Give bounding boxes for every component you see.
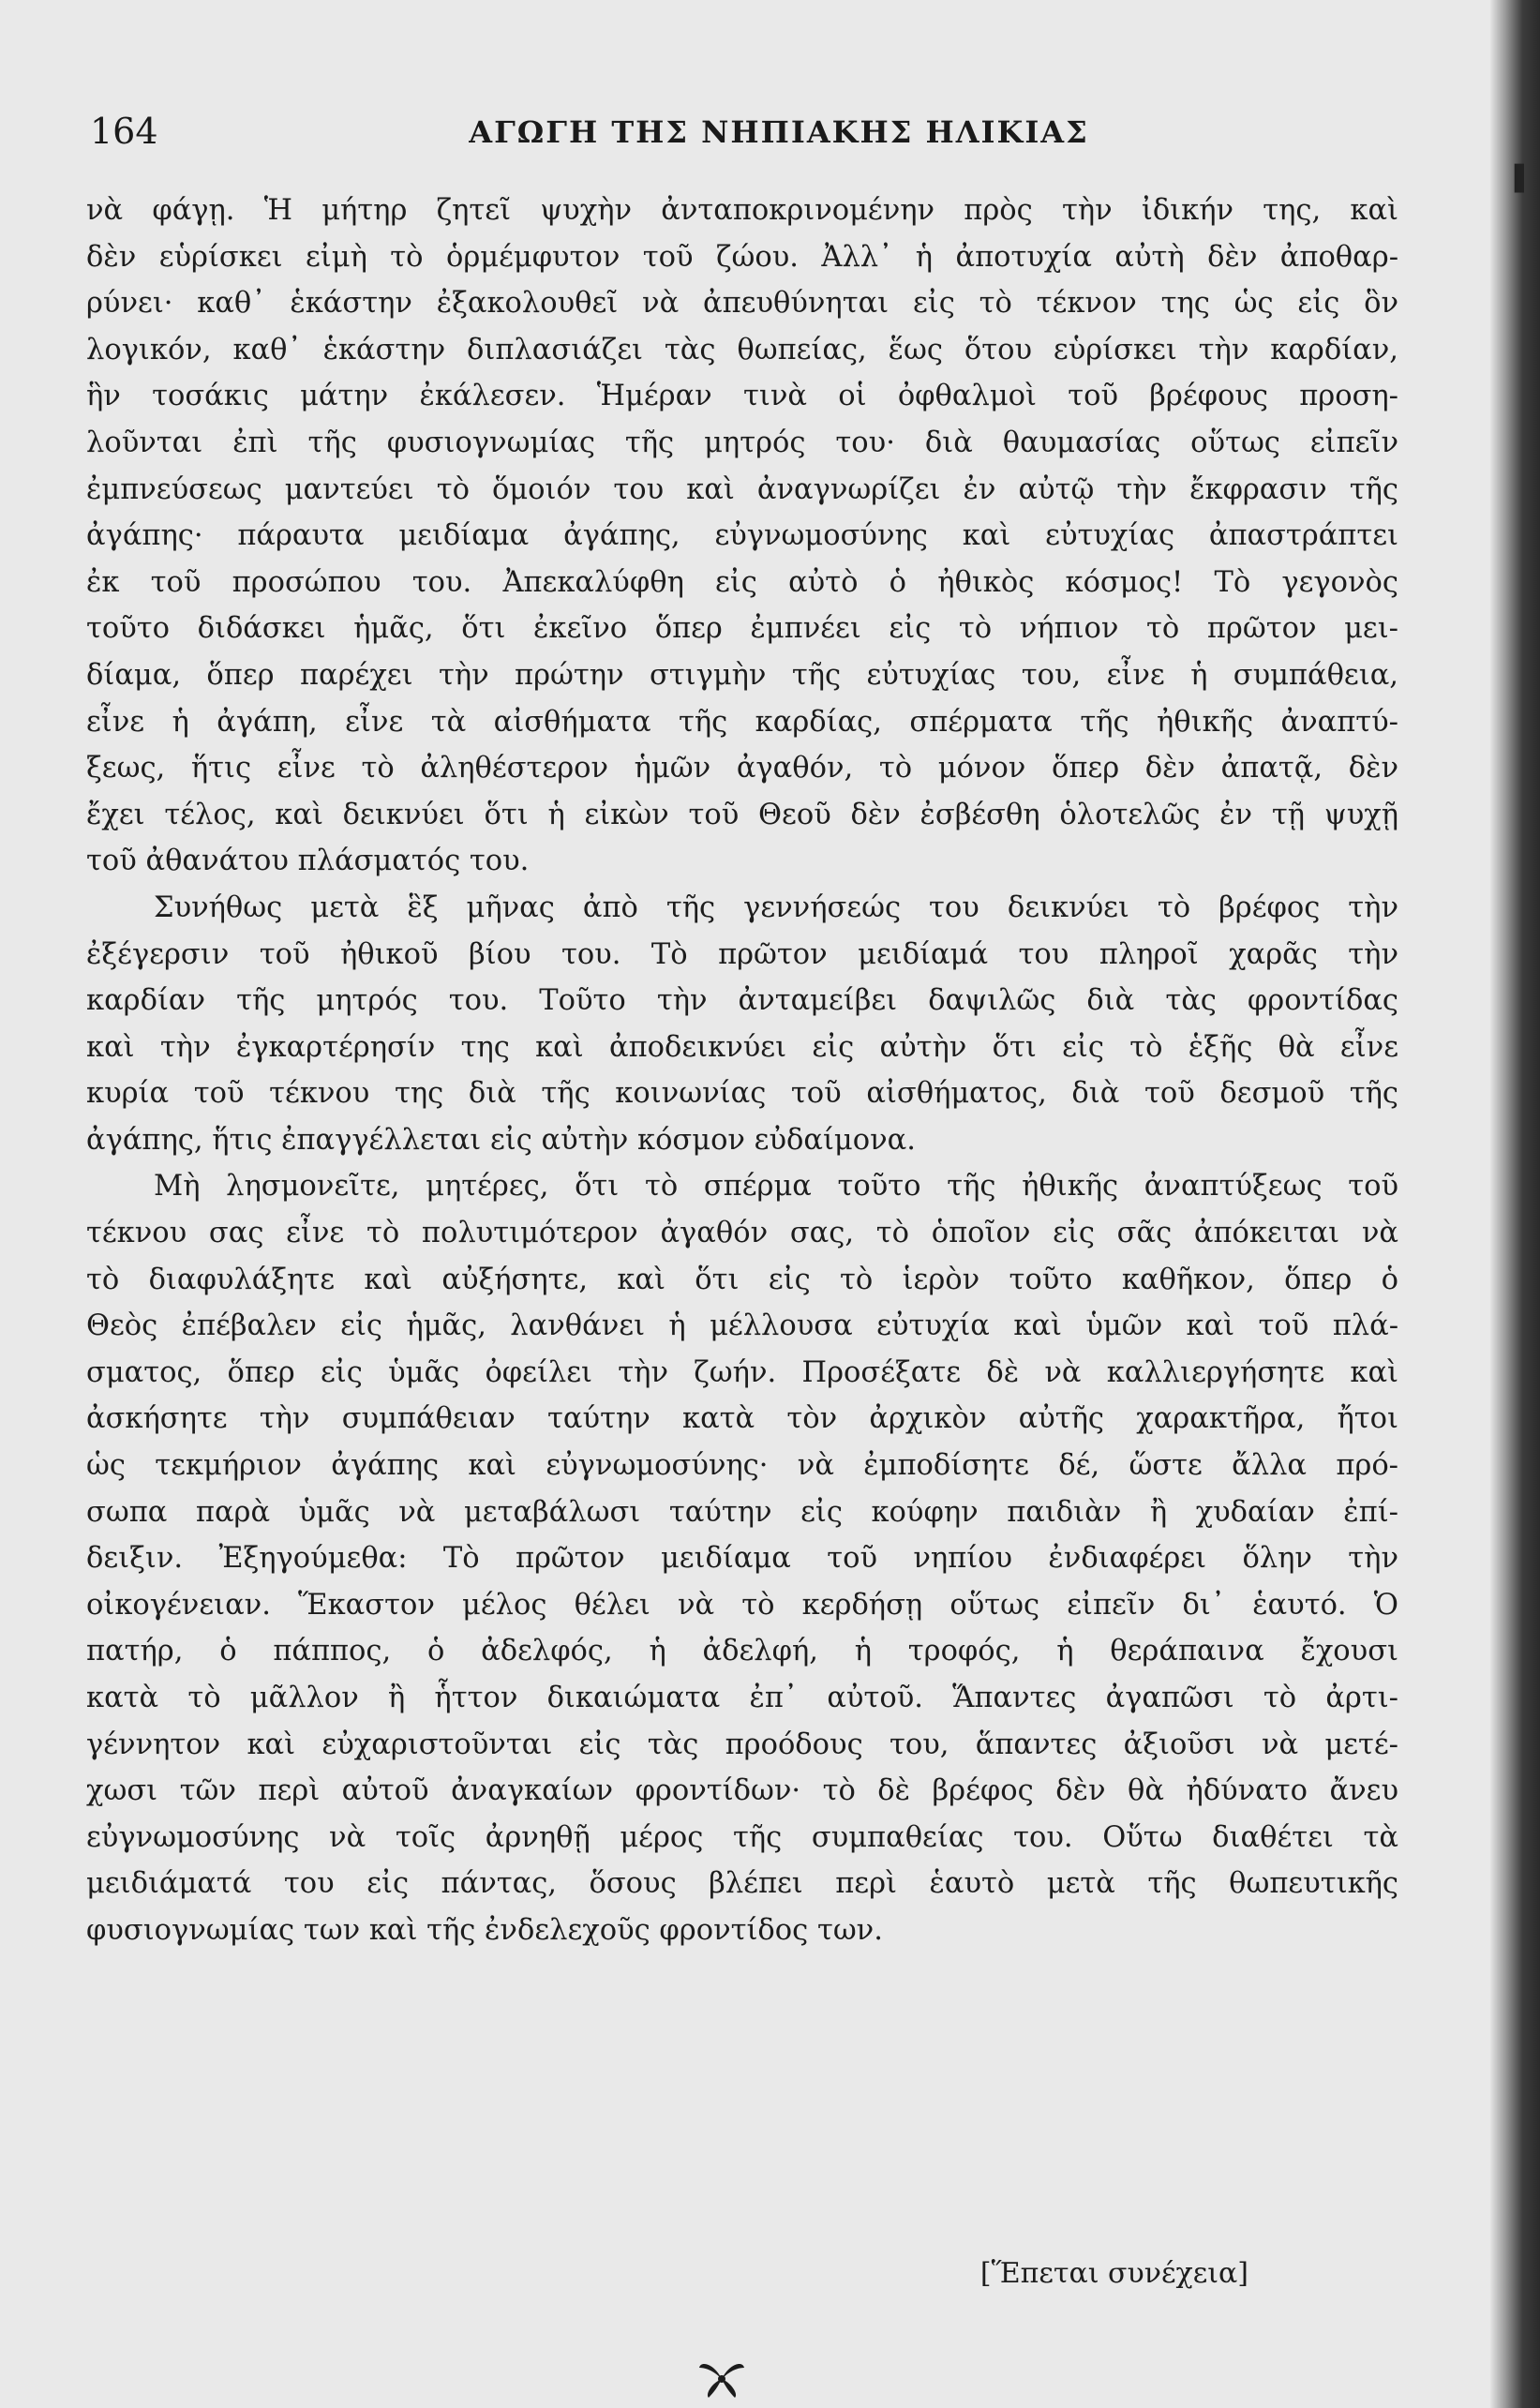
text-line: σματος, ὅπερ εἰς ὑμᾶς ὀφείλει τὴν ζωήν. Προσέξατε δὲ νὰ καλλιεργήσητε καὶ xyxy=(86,1355,1398,1389)
text-line: δειξιν. Ἐξηγούμεθα: Τὸ πρῶτον μειδίαμα τοῦ νηπίου ἐνδιαφέρει ὅλην τὴν xyxy=(86,1542,1398,1576)
text-line: εὐγνωμοσύνης νὰ τοῖς ἀρνηθῇ μέρος τῆς συμπαθείας του. Οὕτω διαθέτει τὰ xyxy=(86,1820,1398,1854)
text-line: ξεως, ἥτις εἶνε τὸ ἀληθέστερον ἡμῶν ἀγαθόν, τὸ μόνον ὅπερ δὲν ἀπατᾷ, δὲν xyxy=(86,752,1398,785)
text-line: τέκνου σας εἶνε τὸ πολυτιμότερον ἀγαθόν σας, τὸ ὁποῖον εἰς σᾶς ἀπόκειται νὰ xyxy=(86,1217,1398,1250)
fleuron-icon xyxy=(694,2355,750,2401)
text-line: ὡς τεκμήριον ἀγάπης καὶ εὐγνωμοσύνης· νὰ ἐμποδίσητε δέ, ὥστε ἄλλα πρό- xyxy=(86,1449,1398,1483)
paragraph-end-line: τοῦ ἀθανάτου πλάσματός του. xyxy=(86,845,530,878)
text-line: λογικόν, καθ᾽ ἑκάστην διπλασιάζει τὰς θωπείας, ἕως ὅτου εὑρίσκει τὴν καρδίαν, xyxy=(86,333,1398,366)
text-line: τὸ διαφυλάξητε καὶ αὐξήσητε, καὶ ὅτι εἰς τὸ ἱερὸν τοῦτο καθῆκον, ὅπερ ὁ xyxy=(86,1263,1398,1296)
text-line: κυρία τοῦ τέκνου της διὰ τῆς κοινωνίας τοῦ αἰσθήματος, διὰ τοῦ δεσμοῦ τῆς xyxy=(86,1077,1398,1111)
text-line: λοῦνται ἐπὶ τῆς φυσιογνωμίας τῆς μητρός του· διὰ θαυμασίας οὕτως εἰπεῖν xyxy=(86,426,1398,459)
text-line: ρύνει· καθ᾽ ἑκάστην ἐξακολουθεῖ νὰ ἀπευθύνηται εἰς τὸ τέκνον της ὡς εἰς ὃν xyxy=(86,287,1398,321)
text-line: ἀγάπης· πάραυτα μειδίαμα ἀγάπης, εὐγνωμοσύνης καὶ εὐτυχίας ἀπαστράπτει xyxy=(86,519,1398,553)
text-line: ἐμπνεύσεως μαντεύει τὸ ὅμοιόν του καὶ ἀναγνωρίζει ἐν αὐτῷ τὴν ἔκφρασιν τῆς xyxy=(86,472,1398,506)
text-line: ἐκ τοῦ προσώπου του. Ἀπεκαλύφθη εἰς αὐτὸ ὁ ἠθικὸς κόσμος! Τὸ γεγονὸς xyxy=(86,565,1398,599)
text-line: Θεὸς ἐπέβαλεν εἰς ἡμᾶς, λανθάνει ἡ μέλλουσα εὐτυχία καὶ ὑμῶν καὶ τοῦ πλά- xyxy=(86,1309,1398,1343)
text-line: γέννητον καὶ εὐχαριστοῦνται εἰς τὰς προόδους του, ἅπαντες ἀξιοῦσι νὰ μετέ- xyxy=(86,1727,1398,1761)
paragraph-end-line: ἀγάπης, ἥτις ἐπαγγέλλεται εἰς αὐτὴν κόσμον εὐδαίμονα. xyxy=(86,1123,916,1157)
text-line: ἀσκήσητε τὴν συμπάθειαν ταύτην κατὰ τὸν ἀρχικὸν αὐτῆς χαρακτῆρα, ἤτοι xyxy=(86,1402,1398,1436)
text-line: κατὰ τὸ μᾶλλον ἢ ἧττον δικαιώματα ἐπ᾽ αὐτοῦ. Ἅπαντες ἀγαπῶσι τὸ ἀρτι- xyxy=(86,1682,1398,1714)
text-line: πατήρ, ὁ πάππος, ὁ ἀδελφός, ἡ ἀδελφή, ἡ τροφός, ἡ θεράπαινα ἔχουσι xyxy=(86,1635,1398,1668)
binding-shadow xyxy=(1490,0,1540,2408)
paragraph-start-line: Συνήθως μετὰ ἓξ μῆνας ἀπὸ τῆς γεννήσεώς του δεικνύει τὸ βρέφος τὴν xyxy=(154,890,1398,924)
page-number: 164 xyxy=(90,111,158,152)
edge-mark: ▌ xyxy=(1515,165,1533,193)
paragraph-end-line: φυσιογνωμίας των καὶ τῆς ἐνδελεχοῦς φροντίδος των. xyxy=(86,1913,883,1947)
text-line: μειδιάματά του εἰς πάντας, ὅσους βλέπει περὶ ἑαυτὸ μετὰ τῆς θωπευτικῆς xyxy=(86,1867,1398,1901)
text-line: οἰκογένειαν. Ἕκαστον μέλος θέλει νὰ τὸ κερδήσῃ οὕτως εἰπεῖν δι᾽ ἑαυτό. Ὁ xyxy=(86,1588,1398,1622)
text-line: καρδίαν τῆς μητρός του. Τοῦτο τὴν ἀνταμείβει δαψιλῶς διὰ τὰς φροντίδας xyxy=(86,984,1398,1018)
text-line: τοῦτο διδάσκει ἡμᾶς, ὅτι ἐκεῖνο ὅπερ ἐμπνέει εἰς τὸ νήπιον τὸ πρῶτον μει- xyxy=(86,612,1398,646)
text-line: καὶ τὴν ἐγκαρτέρησίν της καὶ ἀποδεικνύει εἰς αὐτὴν ὅτι εἰς τὸ ἑξῆς θὰ εἶνε xyxy=(86,1030,1398,1064)
text-line: εἶνε ἡ ἀγάπη, εἶνε τὰ αἰσθήματα τῆς καρδίας, σπέρματα τῆς ἠθικῆς ἀναπτύ- xyxy=(86,705,1398,739)
text-line: δίαμα, ὅπερ παρέχει τὴν πρώτην στιγμὴν τῆς εὐτυχίας του, εἶνε ἡ συμπάθεια, xyxy=(86,658,1398,692)
paragraph-start-line: Μὴ λησμονεῖτε, μητέρες, ὅτι τὸ σπέρμα τοῦτο τῆς ἠθικῆς ἀναπτύξεως τοῦ xyxy=(154,1170,1398,1204)
text-line: ἐξέγερσιν τοῦ ἠθικοῦ βίου του. Τὸ πρῶτον μειδίαμά του πληροῖ χαρᾶς τὴν xyxy=(86,937,1398,971)
text-line: ἣν τοσάκις μάτην ἐκάλεσεν. Ἡμέραν τινὰ οἱ ὀφθαλμοὶ τοῦ βρέφους προση- xyxy=(86,380,1398,413)
text-line: νὰ φάγῃ. Ἡ μήτηρ ζητεῖ ψυχὴν ἀνταποκρινομένην πρὸς τὴν ἰδικήν της, καὶ xyxy=(86,194,1398,227)
continued-note: [Ἕπεται συνέχεια] xyxy=(979,2257,1248,2290)
text-line: σωπα παρὰ ὑμᾶς νὰ μεταβάλωσι ταύτην εἰς κούφην παιδιὰν ἢ χυδαίαν ἐπί- xyxy=(86,1495,1398,1529)
page-header xyxy=(90,111,1468,167)
body-text xyxy=(86,187,1398,1954)
text-line: χωσι τῶν περὶ αὐτοῦ ἀναγκαίων φροντίδων· τὸ δὲ βρέφος δὲν θὰ ἠδύνατο ἄνευ xyxy=(86,1774,1398,1808)
text-line: ἔχει τέλος, καὶ δεικνύει ὅτι ἡ εἰκὼν τοῦ Θεοῦ δὲν ἐσβέσθη ὁλοτελῶς ἐν τῇ ψυχῇ xyxy=(86,798,1398,831)
text-line: δὲν εὑρίσκει εἰμὴ τὸ ὁρμέμφυτον τοῦ ζώου. Ἀλλ᾽ ἡ ἀποτυχία αὐτὴ δὲν ἀποθαρ- xyxy=(86,240,1398,274)
running-title: ΑΓΩΓΗ ΤΗΣ ΝΗΠΙΑΚΗΣ ΗΛΙΚΙΑΣ xyxy=(469,114,1089,150)
